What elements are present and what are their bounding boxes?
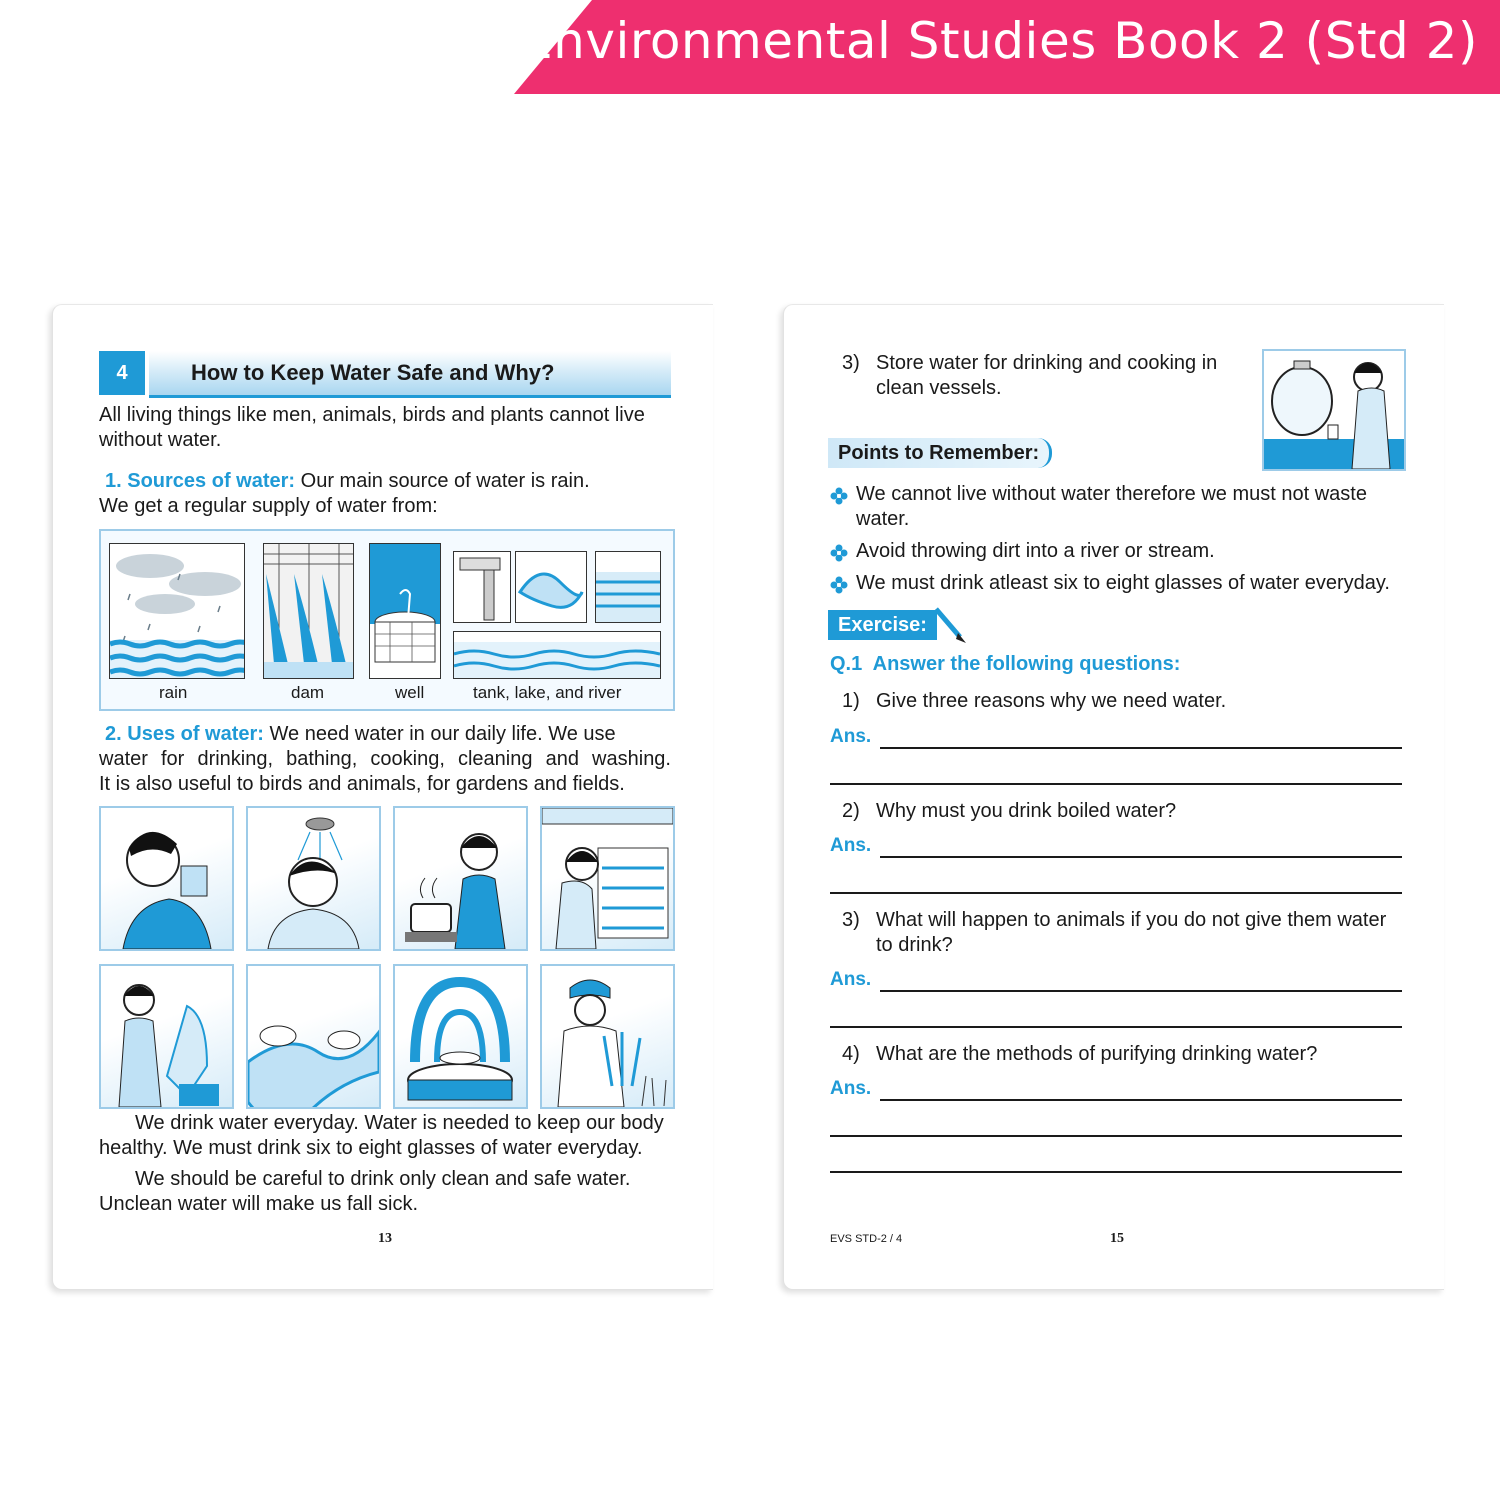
caption-tank-lake-river: tank, lake, and river <box>473 683 622 702</box>
sources-line-2: We get a regular supply of water from: <box>99 495 438 517</box>
answer-2-line[interactable] <box>880 856 1402 858</box>
point-3: We must drink atleast six to eight glasses of water everyday. <box>856 572 1390 594</box>
cooking-icon <box>395 808 526 949</box>
river-icon <box>596 552 660 622</box>
question-2-text: Why must you drink boiled water? <box>876 800 1177 822</box>
question-1-text: Give three reasons why we need water. <box>876 690 1227 712</box>
uses-line-3: It is also useful to birds and animals, for gardens and fields. <box>99 773 625 795</box>
caption-dam: dam <box>291 683 325 702</box>
question-3-text-line-2: to drink? <box>876 934 953 956</box>
shower-icon <box>248 808 379 949</box>
page-number-left: 13 <box>378 1231 392 1246</box>
paragraph-2-line-1: We should be careful to drink only clean and safe water. <box>135 1168 631 1190</box>
dam-icon <box>264 544 353 678</box>
exercise-heading: Exercise: <box>828 610 937 640</box>
river-picture-top <box>595 551 661 623</box>
chapter-number: 4 <box>99 351 145 395</box>
answer-3-label: Ans. <box>830 969 872 990</box>
lake-picture <box>515 551 587 623</box>
fountain-icon <box>395 966 526 1107</box>
banner-title: Environmental Studies Book 2 (Std 2) <box>521 12 1478 70</box>
dam-picture <box>263 543 354 679</box>
tank-picture <box>453 551 511 623</box>
question-3-number: 3) <box>842 909 860 931</box>
intro-line-2: without water. <box>99 429 222 451</box>
answer-4-line[interactable] <box>830 1171 1402 1173</box>
uses-number: 2. <box>105 723 122 745</box>
answer-1-line[interactable] <box>830 783 1402 785</box>
point-1-line-2: water. <box>856 508 910 530</box>
answer-1-line[interactable] <box>880 747 1402 749</box>
left-page <box>52 304 713 1290</box>
uses-line-2: water for drinking, bathing, cooking, cleaning and washing. <box>99 748 671 770</box>
use-animals-picture <box>246 964 381 1109</box>
use-drinking-picture <box>99 806 234 951</box>
question-4-text: What are the methods of purifying drinking water? <box>876 1043 1318 1065</box>
cleaning-icon <box>542 808 673 949</box>
q1-heading: Answer the following questions: <box>872 653 1181 675</box>
well-icon <box>370 544 440 678</box>
answer-1-label: Ans. <box>830 726 872 747</box>
answer-4-line[interactable] <box>830 1135 1402 1137</box>
pencil-icon <box>930 605 970 645</box>
answer-3-line[interactable] <box>880 990 1402 992</box>
farmer-icon <box>542 966 673 1107</box>
use-washing-picture <box>99 964 234 1109</box>
caption-rain: rain <box>159 683 188 702</box>
washing-icon <box>101 966 232 1107</box>
answer-4-label: Ans. <box>830 1078 872 1099</box>
use-cooking-picture <box>393 806 528 951</box>
paragraph-1-line-1: We drink water everyday. Water is needed to keep our body <box>135 1112 664 1134</box>
question-2-number: 2) <box>842 800 860 822</box>
rain-picture <box>109 543 245 679</box>
footer-code: EVS STD-2 / 4 <box>830 1233 903 1245</box>
rain-icon <box>110 544 244 678</box>
caption-well: well <box>395 683 425 702</box>
uses-heading-line <box>105 722 616 747</box>
right-page <box>783 304 1444 1290</box>
intro-line-1: All living things like men, animals, birds and plants cannot live <box>99 404 645 426</box>
q1-heading-line <box>830 653 1180 676</box>
item-3-number: 3) <box>842 352 860 374</box>
flower-bullet-icon <box>830 544 848 562</box>
answer-3-line[interactable] <box>830 1026 1402 1028</box>
uses-text: We need water in our daily life. We use <box>263 723 616 745</box>
answer-2-line[interactable] <box>830 892 1402 894</box>
question-3-text-line-1: What will happen to animals if you do not give them water <box>876 909 1387 931</box>
question-1-number: 1) <box>842 690 860 712</box>
sources-text: Our main source of water is rain. <box>295 470 590 492</box>
item-3-line-2: clean vessels. <box>876 377 1002 399</box>
sources-heading: Sources of water: <box>127 470 296 492</box>
sources-illustration <box>99 529 675 711</box>
point-2: Avoid throwing dirt into a river or stream. <box>856 540 1215 562</box>
river-wide-icon <box>454 632 660 678</box>
answer-2-label: Ans. <box>830 835 872 856</box>
water-storage-picture <box>1262 349 1406 471</box>
flower-bullet-icon <box>830 576 848 594</box>
animals-icon <box>248 966 379 1107</box>
river-picture-bottom <box>453 631 661 679</box>
answer-4-line[interactable] <box>880 1099 1402 1101</box>
point-1-line-1: We cannot live without water therefore we must not waste <box>856 483 1367 505</box>
sources-heading-line <box>105 469 590 494</box>
water-pot-icon <box>1264 351 1404 469</box>
paragraph-1-line-2: healthy. We must drink six to eight glasses of water everyday. <box>99 1137 643 1159</box>
sources-number: 1. <box>105 470 122 492</box>
paragraph-2-line-2: Unclean water will make us fall sick. <box>99 1193 418 1215</box>
use-cleaning-picture <box>540 806 675 951</box>
q1-number: Q.1 <box>830 653 863 675</box>
use-farming-picture <box>540 964 675 1109</box>
lake-icon <box>516 552 586 622</box>
use-fountain-picture <box>393 964 528 1109</box>
uses-heading: Uses of water: <box>127 723 264 745</box>
points-to-remember-heading: Points to Remember: <box>828 438 1052 468</box>
item-3-line-1: Store water for drinking and cooking in <box>876 352 1218 374</box>
drinking-icon <box>101 808 232 949</box>
well-picture <box>369 543 441 679</box>
chapter-title: How to Keep Water Safe and Why? <box>191 360 555 385</box>
flower-bullet-icon <box>830 487 848 505</box>
use-bathing-picture <box>246 806 381 951</box>
tank-icon <box>454 552 510 622</box>
question-4-number: 4) <box>842 1043 860 1065</box>
page-number-right: 15 <box>1110 1231 1124 1246</box>
